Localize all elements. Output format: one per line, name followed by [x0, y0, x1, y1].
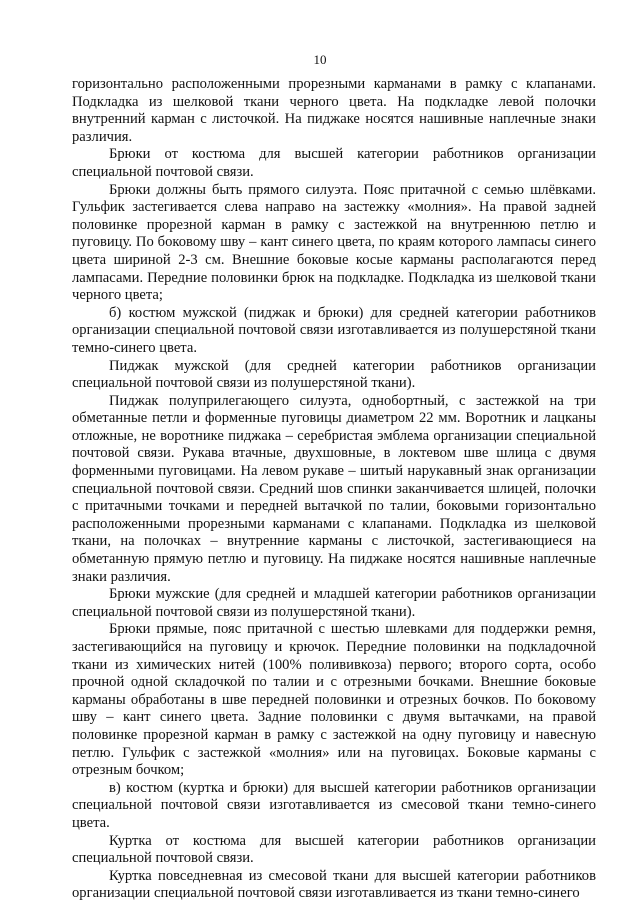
paragraph: Брюки прямые, пояс притачной с шестью шлевками для поддержки ремня, застегивающийся на пуговицу и крючок. Передние половинки на подкладочной ткани из химических нитей (100% полививкоза) первого; второго сорта, особо прочной одной складочкой по талии и с отрезными бочками. Внешние боковые карманы обработаны в шве передней половинки и отрезных бочков. По боковому шву – кант синего цвета. Задние половинки с двумя вытачками, на правой половинке прорезной карман в рамку с застежкой на одну пуговицу и навесную петлю. Гульфик с застежкой «молния» или на пуговицах. Боковые карманы с отрезным бочком;	[72, 621, 596, 779]
paragraph: в) костюм (куртка и брюки) для высшей категории работников организации специальной почтовой связи изготавливается из смесовой ткани темно-синего цвета.	[72, 779, 596, 831]
paragraph: б) костюм мужской (пиджак и брюки) для средней категории работников организации специальной почтовой связи изготавливается из полушерстяной ткани темно-синего цвета.	[72, 304, 596, 356]
paragraph: Брюки мужские (для средней и младшей категории работников организации специальной почтовой связи из полушерстяной ткани).	[72, 586, 596, 620]
page-number: 10	[313, 52, 327, 67]
paragraph: Куртка повседневная из смесовой ткани для высшей категории работников организации специальной почтовой связи изготавливается из ткани темно-синего	[72, 867, 596, 902]
document-body	[72, 76, 596, 903]
paragraph: Пиджак мужской (для средней категории работников организации специальной почтовой связи из полушерстяной ткани).	[72, 357, 596, 392]
paragraph: горизонтально расположенными прорезными карманами в рамку с клапанами. Подкладка из шелковой ткани черного цвета. На подкладке левой полочки внутренний карман с листочкой. На пиджаке носятся нашивные наплечные знаки различия.	[72, 76, 596, 145]
paragraph: Брюки должны быть прямого силуэта. Пояс притачной с семью шлёвками. Гульфик застегивается слева направо на застежку «молния». На правой задней половинке прорезной карман в рамку с застежкой на внутреннюю петлю и пуговицу. По боковому шву – кант синего цвета, по краям которого лампасы синего цвета шириной 2-3 см. Внешние боковые косые карманы располагаются перед лампасами. Передние половинки брюк на подкладке. Подкладка из шелковой ткани черного цвета;	[72, 181, 596, 304]
paragraph: Куртка от костюма для высшей категории работников организации специальной почтовой связи.	[72, 832, 596, 867]
paragraph: Пиджак полуприлегающего силуэта, однобортный, с застежкой на три обметанные петли и форменные пуговицы диаметром 22 мм. Воротник и лацканы отложные, не воротнике пиджака – серебристая эмблема организации специальной почтовой связи. Рукава втачные, двухшовные, в локтевом шве шлица с двумя форменными пуговицами. На левом рукаве – шитый нарукавный знак организации специальной почтовой связи. Средний шов спинки заканчивается шлицей, полочки с притачными точками и передней вытачкой по талии, боковыми горизонтально расположенными прорезными карманами с клапанами. Подкладка из шелковой ткани, на полочках – внутренние карманы с листочкой, застегивающиеся на обметанную прямую петлю и пуговицу. На пиджаке носятся нашивные наплечные знаки различия.	[72, 392, 596, 585]
paragraph: Брюки от костюма для высшей категории работников организации специальной почтовой связи.	[72, 146, 596, 180]
